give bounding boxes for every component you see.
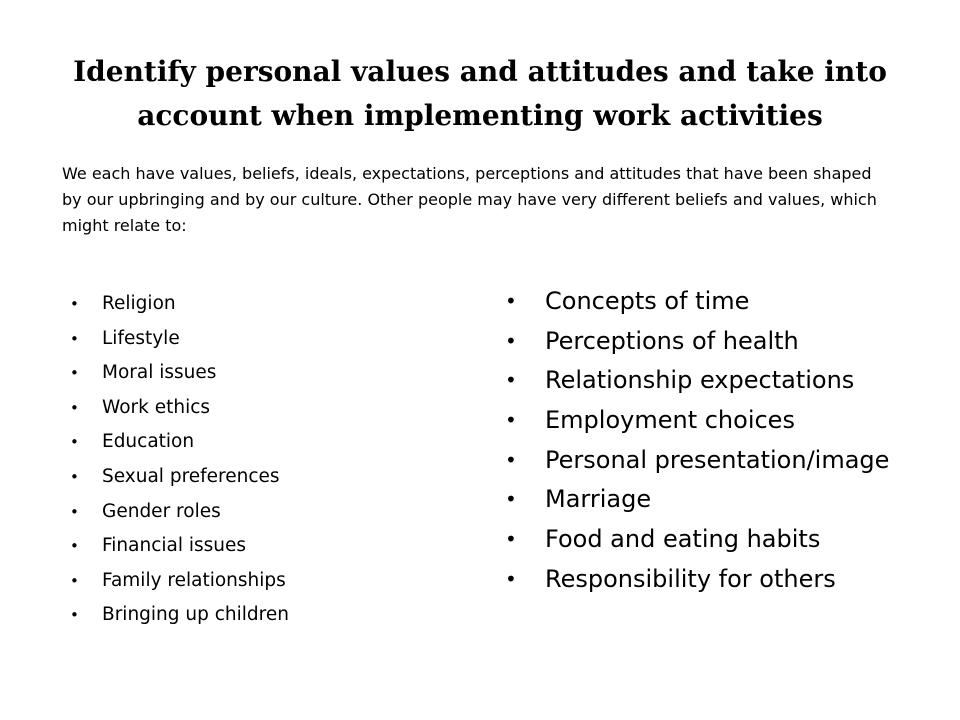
- list-item-text: Moral issues: [102, 362, 217, 384]
- list-item-text: Food and eating habits: [545, 525, 821, 554]
- list-item: [70, 600, 430, 635]
- list-item: [70, 531, 430, 566]
- list-item-text: Financial issues: [102, 535, 247, 557]
- bullet-icon: •: [70, 364, 79, 383]
- list-item-text: Marriage: [545, 485, 652, 514]
- intro-paragraph: We each have values, beliefs, ideals, expectations, perceptions and attitudes that have been shaped by our upbringing and by our culture. Other people may have very different beliefs and values, which might relate to:: [62, 164, 877, 235]
- list-item: [505, 444, 925, 476]
- list-item-text: Employment choices: [545, 406, 795, 435]
- list-item-text: Work ethics: [102, 396, 211, 418]
- list-item-text: Personal presentation/image: [545, 445, 890, 474]
- bullet-icon: •: [70, 606, 79, 625]
- list-item-text: Relationship expectations: [545, 366, 855, 395]
- list-item: [70, 566, 430, 601]
- list-item: [70, 497, 430, 532]
- list-item: [505, 483, 925, 515]
- left-bullet-list: [70, 289, 430, 635]
- bullet-icon: •: [505, 566, 517, 591]
- list-item: [505, 404, 925, 436]
- list-item: [505, 364, 925, 396]
- bullet-icon: •: [70, 398, 79, 417]
- list-item: [70, 427, 430, 462]
- list-item-text: Religion: [102, 293, 176, 314]
- bullet-icon: •: [505, 368, 517, 393]
- bullet-icon: •: [70, 502, 79, 521]
- bullet-icon: •: [70, 467, 79, 486]
- list-item: [70, 393, 430, 428]
- bullet-icon: •: [70, 537, 79, 556]
- right-bullet-list: [505, 285, 925, 603]
- bullet-icon: •: [505, 408, 517, 433]
- list-item: [70, 358, 430, 393]
- bullet-icon: •: [70, 433, 79, 452]
- list-item-text: Education: [102, 431, 195, 453]
- list-item: [505, 325, 925, 357]
- slide-title: Identify personal values and attitudes and take into account when implementing work activities: [73, 55, 887, 132]
- bullet-icon: •: [505, 328, 517, 353]
- bullet-icon: •: [505, 447, 517, 472]
- list-item: [70, 289, 430, 324]
- bullet-icon: •: [70, 329, 79, 348]
- list-item: [70, 324, 430, 359]
- bullet-icon: •: [505, 487, 517, 512]
- list-item: [505, 523, 925, 555]
- list-item-text: Responsibility for others: [545, 564, 836, 593]
- list-item: [505, 285, 925, 317]
- list-item: [505, 563, 925, 595]
- bullet-icon: •: [70, 571, 79, 590]
- list-item-text: Bringing up children: [102, 604, 289, 626]
- list-item: [70, 462, 430, 497]
- list-item-text: Lifestyle: [102, 327, 180, 349]
- list-item-text: Perceptions of health: [545, 326, 799, 355]
- bullet-icon: •: [70, 295, 79, 313]
- list-item-text: Family relationships: [102, 569, 286, 591]
- bullet-icon: •: [505, 289, 517, 313]
- bullet-icon: •: [505, 527, 517, 552]
- list-item-text: Sexual preferences: [102, 465, 280, 487]
- list-item-text: Gender roles: [102, 500, 221, 522]
- list-item-text: Concepts of time: [545, 287, 750, 315]
